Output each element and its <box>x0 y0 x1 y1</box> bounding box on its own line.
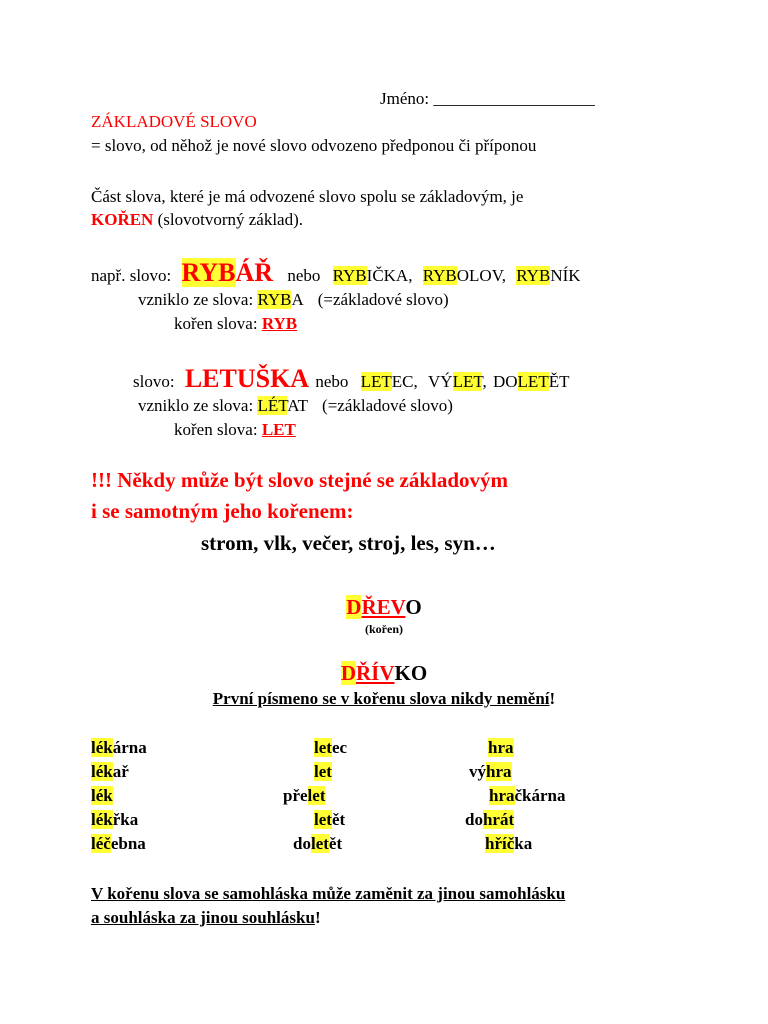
list-item: hříčka <box>485 834 533 853</box>
word-list-col3 <box>460 736 600 856</box>
list-item: hra <box>488 738 514 757</box>
drivko-word: DŘÍVKO <box>340 661 428 685</box>
example2-derived-1: LETEC, <box>360 372 418 391</box>
example2-intro: slovo: <box>133 372 175 391</box>
example2-derived-3: DOLETĚT <box>492 372 570 391</box>
example2-derived-2: VÝLET, <box>428 372 487 391</box>
drevo-caption: (kořen) <box>365 622 403 636</box>
example1-derived-1: RYBIČKA, <box>332 266 413 285</box>
word-list-col2 <box>263 736 373 856</box>
warning-examples: strom, vlk, večer, stroj, les, syn… <box>201 531 496 555</box>
example2-origin: vzniklo ze slova: LÉTAT (=základové slovo) <box>138 396 453 415</box>
word-list-col1 <box>91 736 147 856</box>
example2-word: LETUŠKA <box>184 364 310 393</box>
final-rule-line2: a souhláska za jinou souhlásku! <box>91 908 321 927</box>
example1-root: kořen slova: RYB <box>174 314 298 333</box>
list-item: lékřka <box>91 810 139 829</box>
list-item: letec <box>314 738 348 757</box>
list-item: dohrát <box>465 810 515 829</box>
list-item: letět <box>314 810 346 829</box>
example1-nebo: nebo <box>287 266 321 285</box>
warning-line1: !!! Někdy může být slovo stejné se základovým <box>91 468 509 492</box>
definition-title: ZÁKLADOVÉ SLOVO <box>91 112 257 131</box>
final-rule-line1: V kořenu slova se samohláska může zaměnit za jinou samohlásku <box>91 884 566 903</box>
name-field-label: Jméno: ___________________ <box>380 89 595 108</box>
root-term-note: (slovotvorný základ). <box>153 210 303 229</box>
root-definition-line1: Část slova, které je má odvozené slovo spolu se základovým, je <box>91 187 524 206</box>
definition-text: = slovo, od něhož je nové slovo odvozeno předponou či příponou <box>91 136 537 155</box>
drevo-word: DŘEVO <box>346 595 422 619</box>
example1-line <box>91 258 581 291</box>
list-item: lékárna <box>91 738 147 757</box>
example2-root-value: LET <box>261 420 296 439</box>
root-definition-line2 <box>91 209 303 231</box>
example1-word: RYBÁŘ <box>181 258 274 287</box>
list-item: léčebna <box>91 834 146 853</box>
example1-derived-3: RYBNÍK <box>516 266 581 285</box>
example1-origin: vzniklo ze slova: RYBA (=základové slovo) <box>138 290 449 309</box>
list-item: výhra <box>469 762 512 781</box>
example2-line <box>133 364 569 397</box>
example1-root-value: RYB <box>261 314 298 333</box>
example1-derived-2: RYBOLOV, <box>422 266 507 285</box>
list-item: doletět <box>293 834 343 853</box>
example1-intro: např. slovo: <box>91 266 172 285</box>
list-item: let <box>314 762 332 781</box>
list-item: lék <box>91 786 113 805</box>
list-item: přelet <box>283 786 326 805</box>
example2-root: kořen slova: LET <box>174 420 296 439</box>
root-term: KOŘEN <box>91 210 154 229</box>
list-item: lékař <box>91 762 129 781</box>
first-letter-rule: První písmeno se v kořenu slova nikdy nemění! <box>212 689 556 708</box>
example2-nebo: nebo <box>315 372 349 391</box>
warning-line2: i se samotným jeho kořenem: <box>91 499 354 523</box>
list-item: hračkárna <box>489 786 566 805</box>
